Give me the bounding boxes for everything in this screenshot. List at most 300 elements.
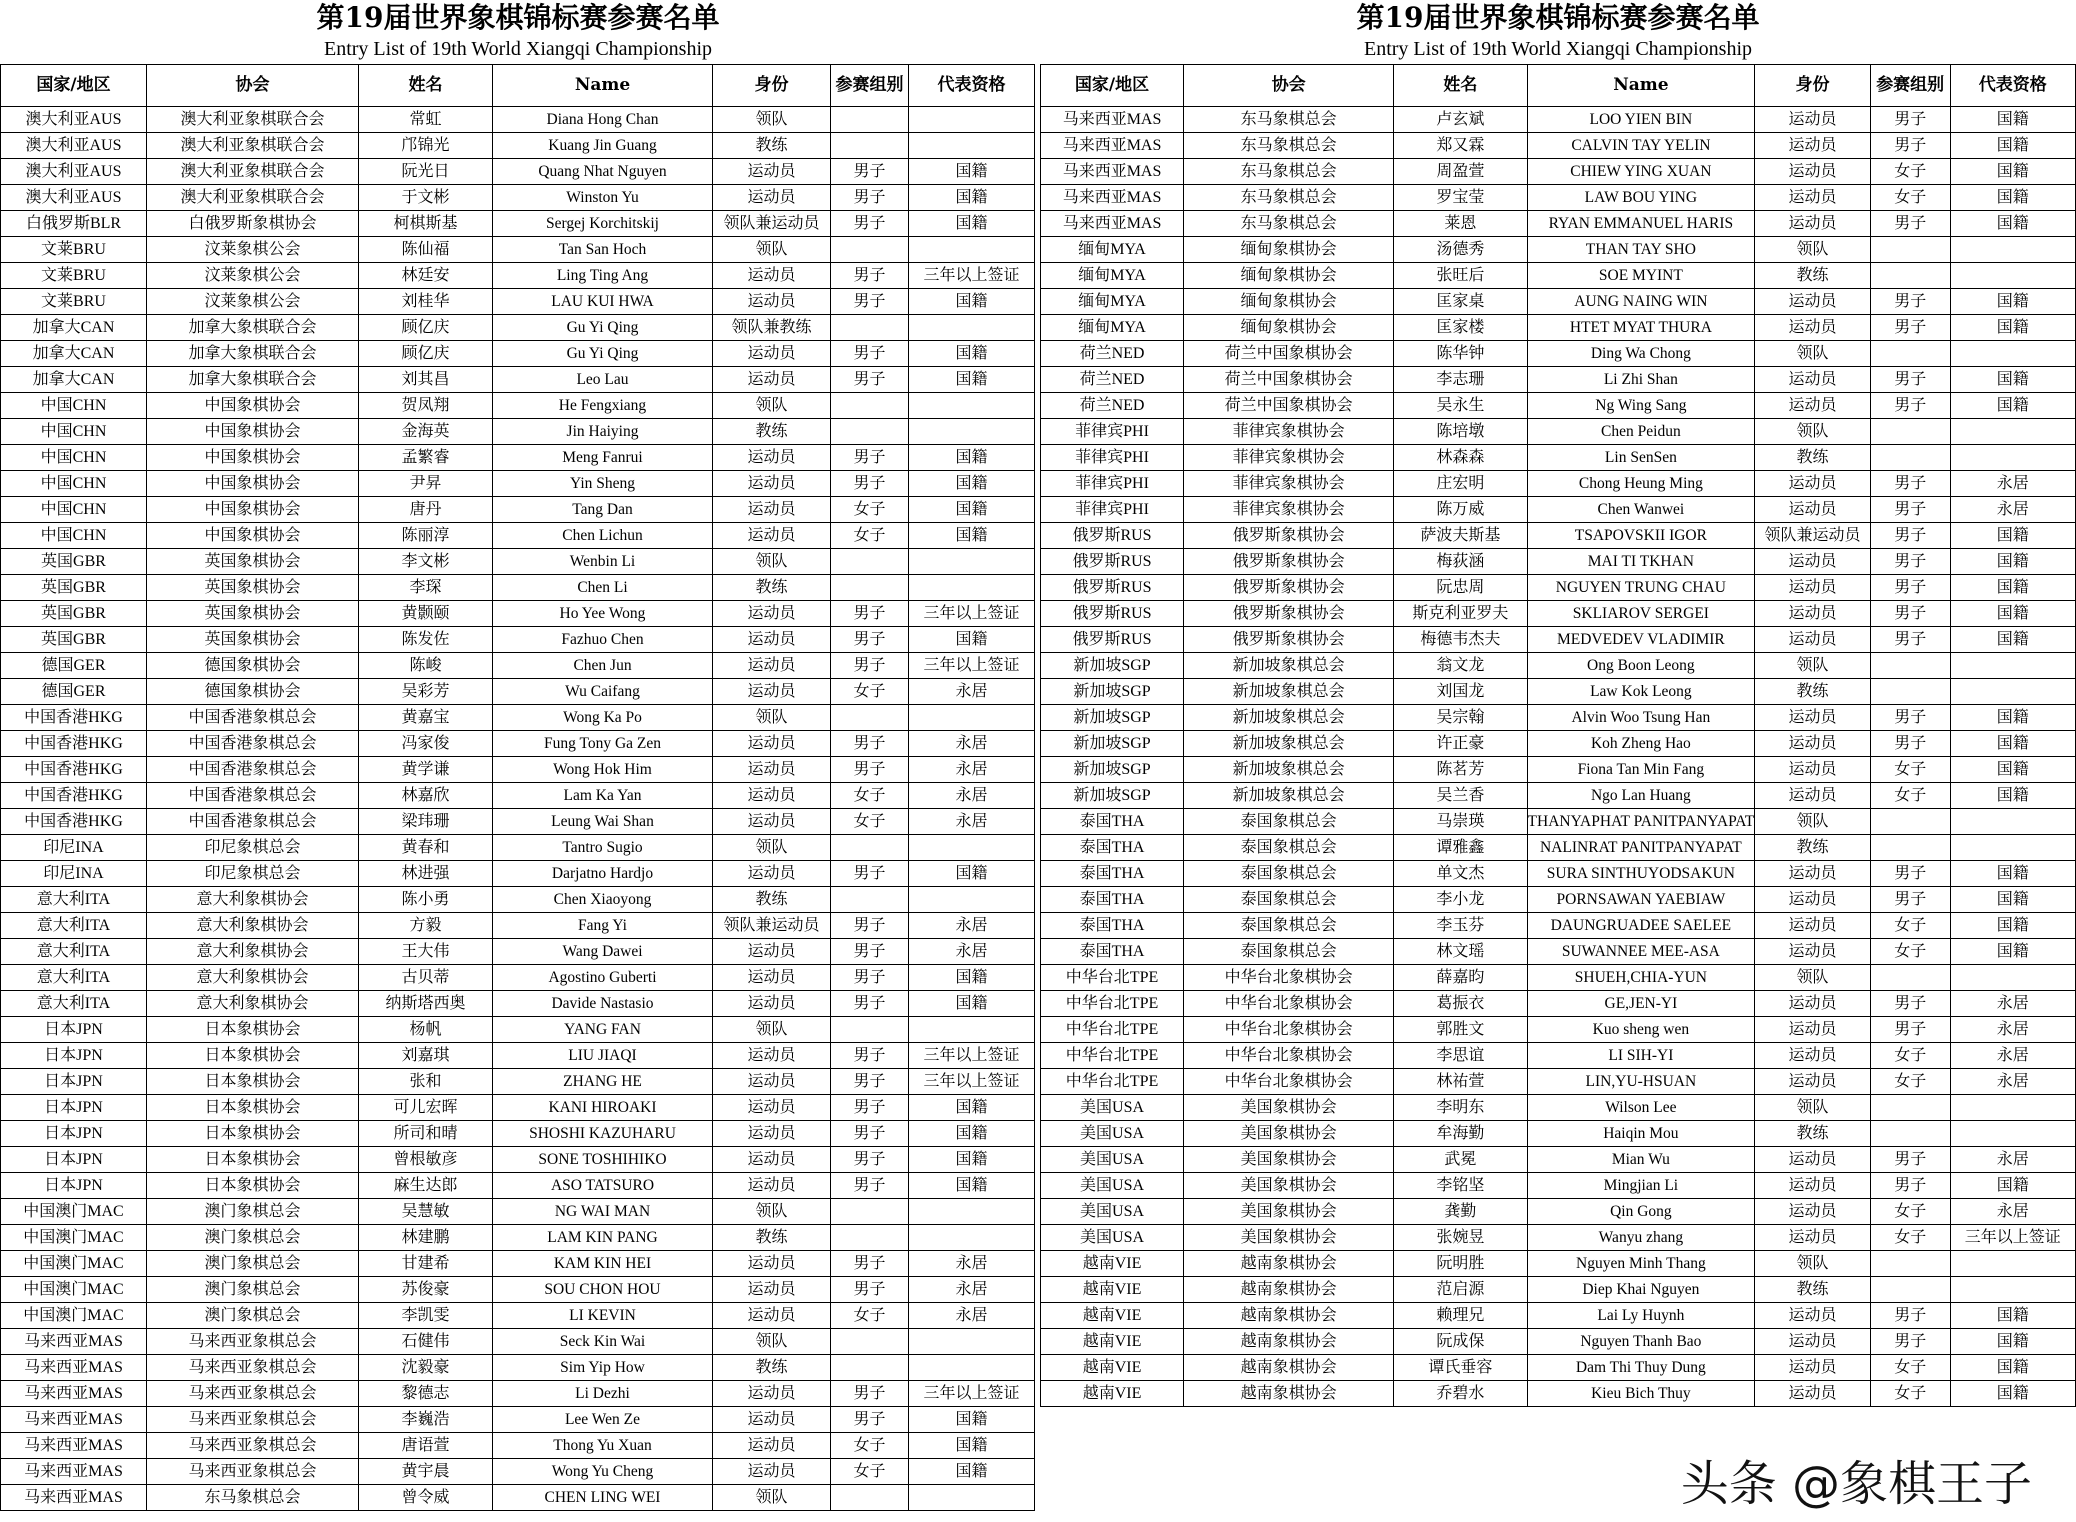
cell-country: 马来西亚MAS xyxy=(1041,107,1184,133)
cell-country: 中国澳门MAC xyxy=(1,1199,147,1225)
cell-qualification: 国籍 xyxy=(909,1147,1035,1173)
column-header-group: 参赛组别 xyxy=(1870,65,1950,107)
cell-group: 男子 xyxy=(1870,1303,1950,1329)
table-row xyxy=(1041,367,2076,393)
cell-chinese-name: 林嘉欣 xyxy=(359,783,493,809)
cell-association: 新加坡象棋总会 xyxy=(1184,653,1394,679)
cell-group xyxy=(1870,965,1950,991)
cell-country: 俄罗斯RUS xyxy=(1041,627,1184,653)
cell-name: YANG FAN xyxy=(493,1017,713,1043)
cell-association: 俄罗斯象棋协会 xyxy=(1184,627,1394,653)
cell-qualification xyxy=(909,549,1035,575)
cell-country: 新加坡SGP xyxy=(1041,757,1184,783)
cell-name: Kuang Jin Guang xyxy=(493,133,713,159)
cell-chinese-name: 李志珊 xyxy=(1394,367,1527,393)
cell-association: 英国象棋协会 xyxy=(147,627,359,653)
cell-name: Ho Yee Wong xyxy=(493,601,713,627)
cell-chinese-name: 林进强 xyxy=(359,861,493,887)
cell-name: LOO YIEN BIN xyxy=(1527,107,1755,133)
cell-group xyxy=(1870,1251,1950,1277)
cell-association: 越南象棋协会 xyxy=(1184,1251,1394,1277)
cell-qualification: 国籍 xyxy=(909,1121,1035,1147)
table-row xyxy=(1041,887,2076,913)
cell-chinese-name: 陈茗芳 xyxy=(1394,757,1527,783)
cell-qualification: 国籍 xyxy=(909,159,1035,185)
cell-role: 运动员 xyxy=(713,185,831,211)
table-row xyxy=(1041,783,2076,809)
cell-country: 意大利ITA xyxy=(1,965,147,991)
table-row xyxy=(1,185,1035,211)
cell-role: 运动员 xyxy=(713,367,831,393)
cell-name: Mingjian Li xyxy=(1527,1173,1755,1199)
cell-group xyxy=(1870,237,1950,263)
cell-qualification: 永居 xyxy=(909,913,1035,939)
cell-group xyxy=(831,1017,909,1043)
cell-role: 运动员 xyxy=(1755,939,1871,965)
cell-group: 男子 xyxy=(831,1407,909,1433)
cell-group xyxy=(831,835,909,861)
cell-association: 加拿大象棋联合会 xyxy=(147,367,359,393)
cell-name: Ling Ting Ang xyxy=(493,263,713,289)
cell-association: 新加坡象棋总会 xyxy=(1184,679,1394,705)
table-row xyxy=(1,133,1035,159)
cell-chinese-name: 张旺后 xyxy=(1394,263,1527,289)
cell-name: SOE MYINT xyxy=(1527,263,1755,289)
cell-chinese-name: 麻生达郎 xyxy=(359,1173,493,1199)
cell-chinese-name: 匡家楼 xyxy=(1394,315,1527,341)
cell-role: 教练 xyxy=(713,575,831,601)
table-row xyxy=(1,1199,1035,1225)
cell-role: 运动员 xyxy=(1755,757,1871,783)
cell-group: 男子 xyxy=(831,211,909,237)
cell-role: 运动员 xyxy=(713,471,831,497)
column-header-country: 国家/地区 xyxy=(1041,65,1184,107)
cell-role: 运动员 xyxy=(713,991,831,1017)
cell-name: RYAN EMMANUEL HARIS xyxy=(1527,211,1755,237)
cell-role: 教练 xyxy=(1755,679,1871,705)
cell-qualification: 国籍 xyxy=(1950,1173,2075,1199)
cell-country: 马来西亚MAS xyxy=(1,1355,147,1381)
table-row xyxy=(1,575,1035,601)
cell-association: 澳大利亚象棋联合会 xyxy=(147,107,359,133)
cell-name: Lin SenSen xyxy=(1527,445,1755,471)
cell-role: 运动员 xyxy=(713,1043,831,1069)
cell-country: 缅甸MYA xyxy=(1041,315,1184,341)
cell-name: KAM KIN HEI xyxy=(493,1251,713,1277)
cell-association: 中国象棋协会 xyxy=(147,419,359,445)
cell-role: 运动员 xyxy=(1755,1147,1871,1173)
table-row xyxy=(1041,913,2076,939)
cell-association: 荷兰中国象棋协会 xyxy=(1184,393,1394,419)
cell-country: 中国CHN xyxy=(1,523,147,549)
cell-name: SHOSHI KAZUHARU xyxy=(493,1121,713,1147)
cell-role: 运动员 xyxy=(713,653,831,679)
cell-name: PORNSAWAN YAEBIAW xyxy=(1527,887,1755,913)
cell-group: 女子 xyxy=(831,497,909,523)
cell-group: 男子 xyxy=(1870,575,1950,601)
cell-chinese-name: 于文彬 xyxy=(359,185,493,211)
cell-role: 运动员 xyxy=(1755,1043,1871,1069)
cell-chinese-name: 刘桂华 xyxy=(359,289,493,315)
cell-qualification: 国籍 xyxy=(1950,159,2075,185)
cell-qualification: 国籍 xyxy=(909,341,1035,367)
cell-group: 男子 xyxy=(831,471,909,497)
cell-association: 缅甸象棋协会 xyxy=(1184,315,1394,341)
cell-name: THANYAPHAT PANITPANYAPAT xyxy=(1527,809,1755,835)
cell-chinese-name: 苏俊豪 xyxy=(359,1277,493,1303)
cell-qualification: 国籍 xyxy=(1950,861,2075,887)
cell-name: He Fengxiang xyxy=(493,393,713,419)
cell-chinese-name: 张和 xyxy=(359,1069,493,1095)
cell-role: 教练 xyxy=(1755,1277,1871,1303)
cell-name: Ding Wa Chong xyxy=(1527,341,1755,367)
cell-chinese-name: 李小龙 xyxy=(1394,887,1527,913)
cell-role: 运动员 xyxy=(1755,705,1871,731)
cell-country: 中国澳门MAC xyxy=(1,1225,147,1251)
cell-association: 日本象棋协会 xyxy=(147,1069,359,1095)
cell-name: Fang Yi xyxy=(493,913,713,939)
cell-role: 领队兼运动员 xyxy=(1755,523,1871,549)
cell-association: 新加坡象棋总会 xyxy=(1184,783,1394,809)
cell-group: 女子 xyxy=(1870,757,1950,783)
cell-group xyxy=(1870,679,1950,705)
cell-country: 中国CHN xyxy=(1,393,147,419)
cell-role: 运动员 xyxy=(713,757,831,783)
cell-group xyxy=(1870,419,1950,445)
table-row xyxy=(1041,419,2076,445)
cell-association: 泰国象棋总会 xyxy=(1184,861,1394,887)
cell-role: 教练 xyxy=(1755,445,1871,471)
cell-group: 男子 xyxy=(831,1147,909,1173)
cell-country: 马来西亚MAS xyxy=(1,1329,147,1355)
cell-name: AUNG NAING WIN xyxy=(1527,289,1755,315)
cell-association: 意大利象棋协会 xyxy=(147,939,359,965)
cell-name: Koh Zheng Hao xyxy=(1527,731,1755,757)
cell-qualification xyxy=(909,133,1035,159)
table-row xyxy=(1,471,1035,497)
cell-name: Chen Lichun xyxy=(493,523,713,549)
cell-role: 教练 xyxy=(713,419,831,445)
table-row xyxy=(1,549,1035,575)
cell-chinese-name: 柯棋斯基 xyxy=(359,211,493,237)
cell-name: SKLIAROV SERGEI xyxy=(1527,601,1755,627)
cell-name: Winston Yu xyxy=(493,185,713,211)
cell-country: 意大利ITA xyxy=(1,939,147,965)
cell-role: 教练 xyxy=(713,1225,831,1251)
cell-chinese-name: 赖理兄 xyxy=(1394,1303,1527,1329)
table-row xyxy=(1041,1225,2076,1251)
column-header-association: 协会 xyxy=(147,65,359,107)
cell-country: 缅甸MYA xyxy=(1041,263,1184,289)
cell-name: Wanyu zhang xyxy=(1527,1225,1755,1251)
table-row xyxy=(1041,1069,2076,1095)
cell-name: Alvin Woo Tsung Han xyxy=(1527,705,1755,731)
cell-group: 男子 xyxy=(1870,1173,1950,1199)
cell-role: 运动员 xyxy=(1755,549,1871,575)
cell-association: 俄罗斯象棋协会 xyxy=(1184,575,1394,601)
table-row xyxy=(1041,1095,2076,1121)
cell-qualification: 国籍 xyxy=(1950,627,2075,653)
cell-group: 女子 xyxy=(831,1433,909,1459)
cell-name: LI KEVIN xyxy=(493,1303,713,1329)
cell-country: 泰国THA xyxy=(1041,887,1184,913)
cell-qualification xyxy=(1950,1277,2075,1303)
cell-qualification: 永居 xyxy=(909,783,1035,809)
cell-country: 缅甸MYA xyxy=(1041,289,1184,315)
cell-association: 马来西亚象棋总会 xyxy=(147,1433,359,1459)
cell-country: 文莱BRU xyxy=(1,263,147,289)
cell-chinese-name: 阮光日 xyxy=(359,159,493,185)
cell-role: 运动员 xyxy=(713,1433,831,1459)
column-header-group: 参赛组别 xyxy=(831,65,909,107)
cell-chinese-name: 陈峻 xyxy=(359,653,493,679)
cell-chinese-name: 梅荻涵 xyxy=(1394,549,1527,575)
cell-name: LI SIH-YI xyxy=(1527,1043,1755,1069)
cell-role: 教练 xyxy=(1755,1121,1871,1147)
cell-chinese-name: 李明东 xyxy=(1394,1095,1527,1121)
table-row xyxy=(1041,1251,2076,1277)
cell-qualification: 国籍 xyxy=(1950,601,2075,627)
cell-country: 日本JPN xyxy=(1,1043,147,1069)
cell-group: 男子 xyxy=(1870,1329,1950,1355)
cell-country: 澳大利亚AUS xyxy=(1,107,147,133)
cell-name: Wu Caifang xyxy=(493,679,713,705)
cell-chinese-name: 薛嘉昀 xyxy=(1394,965,1527,991)
cell-qualification: 三年以上签证 xyxy=(909,1381,1035,1407)
cell-name: SOU CHON HOU xyxy=(493,1277,713,1303)
cell-qualification xyxy=(909,237,1035,263)
table-row xyxy=(1,1407,1035,1433)
cell-qualification xyxy=(1950,835,2075,861)
cell-chinese-name: 牟海勤 xyxy=(1394,1121,1527,1147)
cell-name: Fazhuo Chen xyxy=(493,627,713,653)
cell-name: Darjatno Hardjo xyxy=(493,861,713,887)
cell-group: 女子 xyxy=(831,1459,909,1485)
cell-association: 缅甸象棋协会 xyxy=(1184,237,1394,263)
cell-qualification: 国籍 xyxy=(1950,1303,2075,1329)
cell-chinese-name: 谭氏垂容 xyxy=(1394,1355,1527,1381)
table-row xyxy=(1,237,1035,263)
cell-name: Chen Wanwei xyxy=(1527,497,1755,523)
table-row xyxy=(1041,1199,2076,1225)
cell-name: LIU JIAQI xyxy=(493,1043,713,1069)
header-row xyxy=(1,65,1035,107)
cell-chinese-name: 刘国龙 xyxy=(1394,679,1527,705)
cell-chinese-name: 李文彬 xyxy=(359,549,493,575)
cell-association: 日本象棋协会 xyxy=(147,1173,359,1199)
cell-association: 英国象棋协会 xyxy=(147,575,359,601)
table-row xyxy=(1041,549,2076,575)
cell-association: 中国香港象棋总会 xyxy=(147,757,359,783)
cell-qualification: 国籍 xyxy=(909,1407,1035,1433)
cell-role: 运动员 xyxy=(1755,887,1871,913)
cell-country: 中华台北TPE xyxy=(1041,965,1184,991)
cell-association: 汶莱象棋公会 xyxy=(147,263,359,289)
cell-group: 男子 xyxy=(1870,549,1950,575)
cell-qualification: 国籍 xyxy=(1950,315,2075,341)
cell-name: Meng Fanrui xyxy=(493,445,713,471)
cell-role: 运动员 xyxy=(713,289,831,315)
cell-role: 运动员 xyxy=(713,1121,831,1147)
page-title: 第19届世界象棋锦标赛参赛名单 xyxy=(316,1,720,34)
cell-role: 运动员 xyxy=(1755,107,1871,133)
cell-country: 中国香港HKG xyxy=(1,731,147,757)
cell-group: 男子 xyxy=(1870,991,1950,1017)
cell-role: 运动员 xyxy=(713,939,831,965)
cell-association: 菲律宾象棋协会 xyxy=(1184,471,1394,497)
cell-role: 运动员 xyxy=(713,861,831,887)
cell-name: Dam Thi Thuy Dung xyxy=(1527,1355,1755,1381)
cell-country: 英国GBR xyxy=(1,575,147,601)
cell-association: 马来西亚象棋总会 xyxy=(147,1329,359,1355)
table-row xyxy=(1041,185,2076,211)
cell-qualification: 国籍 xyxy=(909,627,1035,653)
cell-chinese-name: 莱恩 xyxy=(1394,211,1527,237)
cell-chinese-name: 杨帆 xyxy=(359,1017,493,1043)
cell-chinese-name: 甘建希 xyxy=(359,1251,493,1277)
cell-association: 日本象棋协会 xyxy=(147,1147,359,1173)
table-row xyxy=(1,809,1035,835)
cell-association: 日本象棋协会 xyxy=(147,1017,359,1043)
cell-role: 运动员 xyxy=(1755,1017,1871,1043)
cell-role: 领队 xyxy=(713,107,831,133)
cell-association: 中国象棋协会 xyxy=(147,471,359,497)
cell-country: 德国GER xyxy=(1,679,147,705)
cell-group: 男子 xyxy=(1870,133,1950,159)
table-row xyxy=(1041,861,2076,887)
cell-country: 中国香港HKG xyxy=(1,705,147,731)
table-row xyxy=(1041,263,2076,289)
table-row xyxy=(1,419,1035,445)
cell-role: 领队 xyxy=(1755,1095,1871,1121)
cell-name: CHIEW YING XUAN xyxy=(1527,159,1755,185)
cell-association: 意大利象棋协会 xyxy=(147,913,359,939)
column-header-chinese-name: 姓名 xyxy=(1394,65,1527,107)
cell-qualification: 国籍 xyxy=(1950,185,2075,211)
cell-qualification xyxy=(1950,419,2075,445)
cell-chinese-name: 卢玄斌 xyxy=(1394,107,1527,133)
cell-chinese-name: 郭胜文 xyxy=(1394,1017,1527,1043)
cell-group xyxy=(1870,653,1950,679)
cell-chinese-name: 尹昇 xyxy=(359,471,493,497)
cell-association: 东马象棋总会 xyxy=(1184,159,1394,185)
cell-chinese-name: 唐语萱 xyxy=(359,1433,493,1459)
cell-role: 运动员 xyxy=(713,159,831,185)
cell-role: 教练 xyxy=(713,1355,831,1381)
cell-name: NALINRAT PANITPANYAPAT xyxy=(1527,835,1755,861)
cell-role: 运动员 xyxy=(1755,913,1871,939)
cell-chinese-name: 黄嘉宝 xyxy=(359,705,493,731)
cell-qualification xyxy=(909,107,1035,133)
table-row xyxy=(1041,1303,2076,1329)
cell-role: 运动员 xyxy=(1755,133,1871,159)
cell-chinese-name: 罗宝莹 xyxy=(1394,185,1527,211)
cell-group: 男子 xyxy=(1870,107,1950,133)
cell-country: 中国澳门MAC xyxy=(1,1303,147,1329)
cell-qualification: 国籍 xyxy=(909,1173,1035,1199)
cell-name: Ng Wing Sang xyxy=(1527,393,1755,419)
cell-name: LAM KIN PANG xyxy=(493,1225,713,1251)
cell-qualification: 国籍 xyxy=(1950,575,2075,601)
page-subtitle: Entry List of 19th World Xiangqi Championship xyxy=(324,38,712,60)
table-row xyxy=(1,107,1035,133)
cell-chinese-name: 王大伟 xyxy=(359,939,493,965)
cell-chinese-name: 孟繁睿 xyxy=(359,445,493,471)
cell-association: 荷兰中国象棋协会 xyxy=(1184,341,1394,367)
table-row xyxy=(1041,1147,2076,1173)
cell-country: 中国香港HKG xyxy=(1,809,147,835)
cell-role: 运动员 xyxy=(713,1407,831,1433)
cell-country: 马来西亚MAS xyxy=(1041,159,1184,185)
cell-qualification: 国籍 xyxy=(909,471,1035,497)
cell-role: 领队 xyxy=(713,1329,831,1355)
cell-name: Wilson Lee xyxy=(1527,1095,1755,1121)
cell-qualification: 国籍 xyxy=(909,991,1035,1017)
table-row xyxy=(1041,991,2076,1017)
cell-group: 男子 xyxy=(1870,601,1950,627)
cell-role: 运动员 xyxy=(1755,991,1871,1017)
cell-chinese-name: 陈发佐 xyxy=(359,627,493,653)
cell-qualification: 国籍 xyxy=(909,367,1035,393)
table-row xyxy=(1041,445,2076,471)
cell-role: 运动员 xyxy=(1755,1329,1871,1355)
table-row xyxy=(1,653,1035,679)
cell-group xyxy=(831,549,909,575)
cell-role: 运动员 xyxy=(713,1069,831,1095)
cell-role: 运动员 xyxy=(1755,289,1871,315)
cell-role: 领队 xyxy=(1755,1251,1871,1277)
table-row xyxy=(1,1381,1035,1407)
cell-name: SUWANNEE MEE-ASA xyxy=(1527,939,1755,965)
cell-chinese-name: 吴永生 xyxy=(1394,393,1527,419)
cell-group: 男子 xyxy=(831,731,909,757)
column-header-chinese-name: 姓名 xyxy=(359,65,493,107)
cell-name: Diana Hong Chan xyxy=(493,107,713,133)
cell-qualification: 三年以上签证 xyxy=(909,1069,1035,1095)
cell-qualification xyxy=(1950,237,2075,263)
table-row xyxy=(1,1355,1035,1381)
cell-group: 女子 xyxy=(831,783,909,809)
cell-role: 运动员 xyxy=(713,1251,831,1277)
cell-country: 印尼INA xyxy=(1,835,147,861)
cell-chinese-name: 林建鹏 xyxy=(359,1225,493,1251)
cell-group: 男子 xyxy=(831,1277,909,1303)
cell-country: 马来西亚MAS xyxy=(1041,211,1184,237)
cell-name: Wong Yu Cheng xyxy=(493,1459,713,1485)
cell-qualification: 国籍 xyxy=(909,965,1035,991)
cell-association: 东马象棋总会 xyxy=(1184,211,1394,237)
cell-association: 汶莱象棋公会 xyxy=(147,237,359,263)
cell-chinese-name: 张婉昱 xyxy=(1394,1225,1527,1251)
cell-group xyxy=(831,1225,909,1251)
cell-country: 俄罗斯RUS xyxy=(1041,523,1184,549)
cell-group: 男子 xyxy=(831,289,909,315)
cell-qualification: 国籍 xyxy=(909,211,1035,237)
cell-name: Kieu Bich Thuy xyxy=(1527,1381,1755,1407)
cell-association: 澳门象棋总会 xyxy=(147,1199,359,1225)
cell-role: 运动员 xyxy=(713,627,831,653)
cell-role: 运动员 xyxy=(1755,185,1871,211)
cell-qualification: 国籍 xyxy=(909,289,1035,315)
cell-chinese-name: 阮忠周 xyxy=(1394,575,1527,601)
cell-association: 中国香港象棋总会 xyxy=(147,731,359,757)
table-row xyxy=(1041,237,2076,263)
cell-role: 运动员 xyxy=(1755,315,1871,341)
cell-role: 运动员 xyxy=(1755,1225,1871,1251)
cell-association: 美国象棋协会 xyxy=(1184,1199,1394,1225)
table-row xyxy=(1,601,1035,627)
cell-qualification xyxy=(909,1225,1035,1251)
